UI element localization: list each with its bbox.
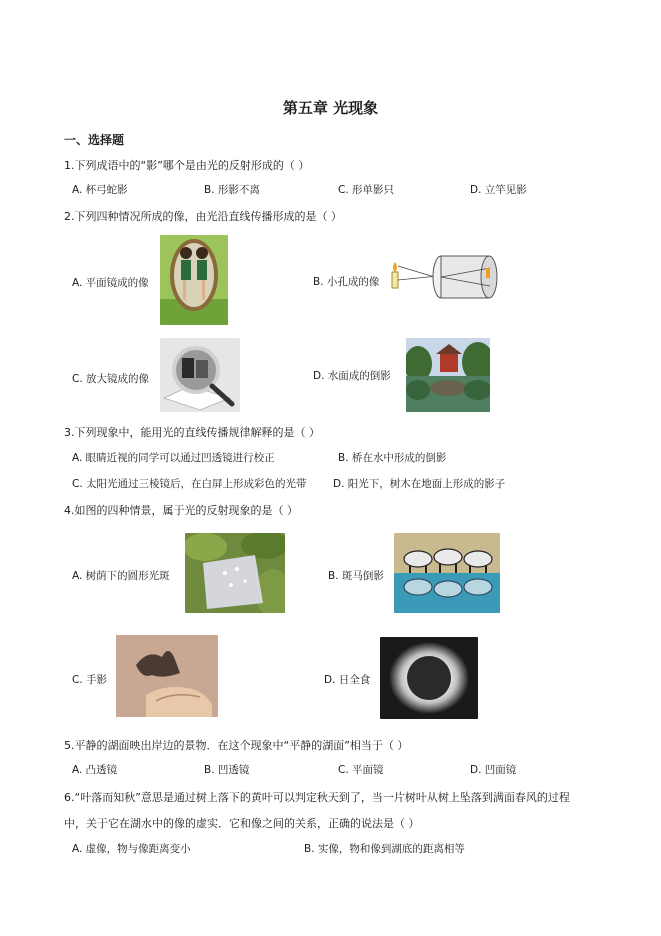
q1-option-c: C. 形单影只	[338, 184, 395, 196]
q3-option-b: B. 桥在水中形成的倒影	[338, 452, 447, 464]
tree-shade-light-spots-figure	[185, 533, 285, 613]
q1-option-d: D. 立竿见影	[470, 184, 527, 196]
page-title: 第五章 光现象	[282, 99, 379, 117]
question-1-stem: 1.下列成语中的“影”哪个是由光的反射形成的（ ）	[64, 159, 310, 172]
q1-option-a: A. 杯弓蛇影	[72, 184, 128, 196]
q1-option-b: B. 形影不离	[204, 184, 260, 196]
pinhole-camera-figure	[386, 250, 500, 302]
q6-option-b: B. 实像，物和像到湖底的距离相等	[304, 843, 465, 855]
q3-option-c: C. 太阳光通过三棱镜后，在白屏上形成彩色的光带	[72, 478, 307, 490]
question-6-stem: 6.“叶落而知秋”意思是通过树上落下的黄叶可以判定秋天到了，当一片树叶从树上坠落到满面春风的过程	[64, 791, 570, 804]
question-2-stem: 2.下列四种情况所成的像，由光沿直线传播形成的是（ ）	[64, 210, 342, 223]
solar-eclipse-figure	[380, 637, 478, 719]
q3-option-a: A. 眼睛近视的同学可以通过凹透镜进行校正	[72, 452, 275, 464]
hand-shadow-figure	[116, 635, 218, 717]
mirror-image-figure	[160, 235, 228, 325]
q2-option-b: B. 小孔成的像	[313, 276, 380, 288]
question-3-stem: 3.下列现象中，能用光的直线传播规律解释的是（ ）	[64, 426, 320, 439]
q3-option-d: D. 阳光下，树木在地面上形成的影子	[333, 478, 506, 490]
q4-option-c: C. 手影	[72, 674, 108, 686]
question-6-stem-continued: 中，关于它在湖水中的像的虚实．它和像之间的关系，正确的说法是（ ）	[64, 817, 420, 830]
q2-option-d: D. 水面成的倒影	[313, 370, 391, 382]
q4-option-a: A. 树荫下的圆形光斑	[72, 570, 170, 582]
question-5-stem: 5.平静的湖面映出岸边的景物．在这个现象中“平静的湖面”相当于（ ）	[64, 739, 409, 752]
q4-option-b: B. 斑马倒影	[328, 570, 384, 582]
zebra-reflection-figure	[394, 533, 500, 613]
q5-option-c: C. 平面镜	[338, 764, 384, 776]
q5-option-a: A. 凸透镜	[72, 764, 118, 776]
q4-option-d: D. 日全食	[324, 674, 371, 686]
water-reflection-figure	[406, 338, 490, 412]
question-4-stem: 4.如图的四种情景，属于光的反射现象的是（ ）	[64, 504, 298, 517]
magnifier-image-figure	[160, 338, 240, 412]
q2-option-c: C. 放大镜成的像	[72, 373, 150, 385]
q5-option-d: D. 凹面镜	[470, 764, 517, 776]
q6-option-a: A. 虚像，物与像距离变小	[72, 843, 191, 855]
q2-option-a: A. 平面镜成的像	[72, 277, 149, 289]
q5-option-b: B. 凹透镜	[204, 764, 250, 776]
section-heading: 一、选择题	[64, 133, 125, 147]
